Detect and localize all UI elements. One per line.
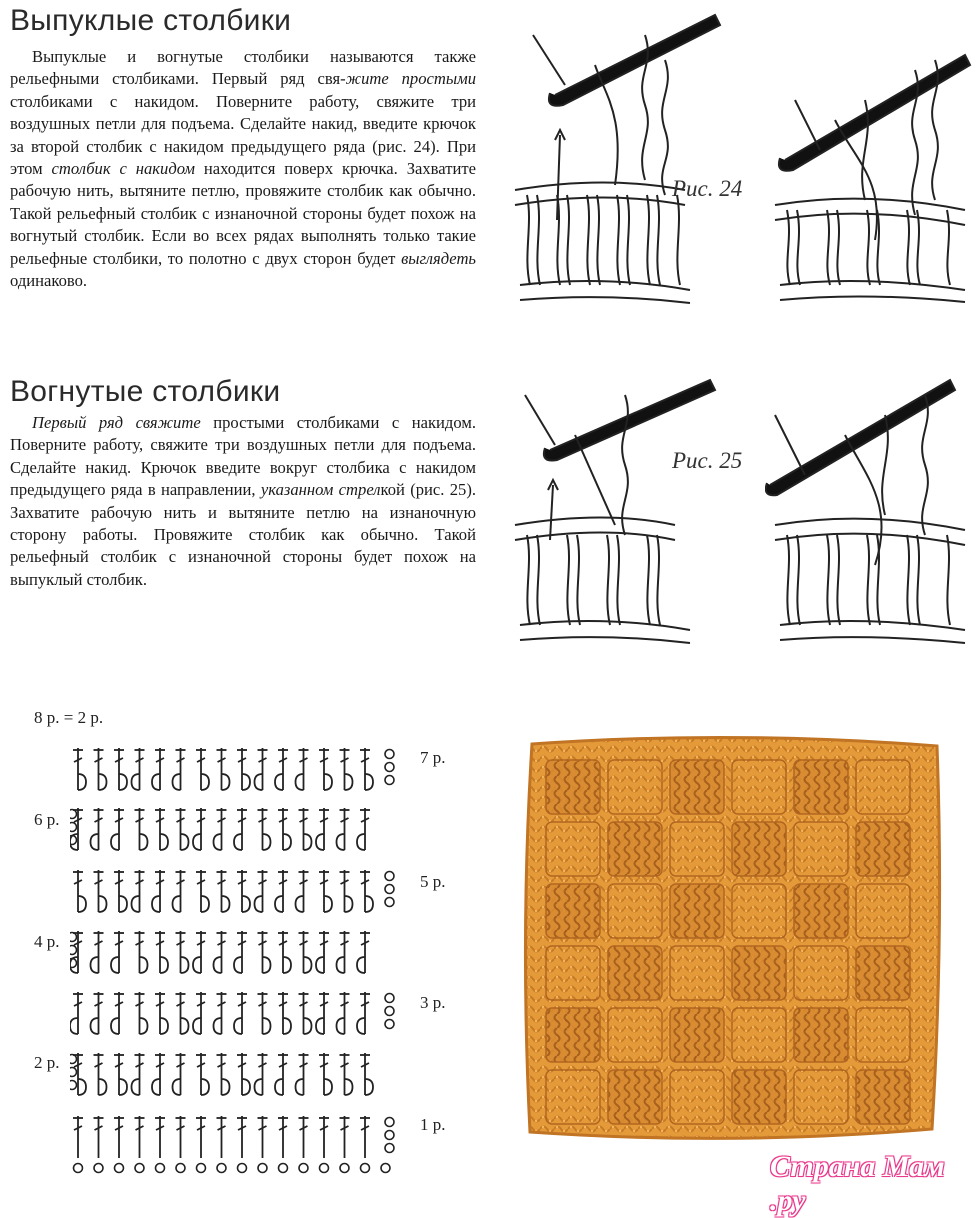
stitch-symbol (73, 870, 86, 912)
swatch-weave-block (794, 1008, 848, 1062)
chain-stitch-symbol (385, 1144, 394, 1153)
stitch-symbol (316, 931, 329, 973)
swatch-weave-block (794, 1070, 848, 1124)
stitch-symbol (176, 992, 189, 1034)
stitch-symbol (255, 870, 268, 912)
stitch-symbol (278, 992, 291, 1034)
stitch-symbol (316, 992, 329, 1034)
stitch-symbol (152, 748, 165, 790)
illustration-fig24-right (765, 40, 975, 305)
section-title-concave: Вогнутые столбики (10, 375, 281, 408)
stitch-symbol (258, 1116, 268, 1158)
watermark-logo: Страна Мам .ру (770, 1150, 945, 1217)
foundation-chain-symbol (238, 1164, 247, 1173)
stitch-symbol (319, 1053, 332, 1095)
paragraph-text: одинаково. (10, 271, 88, 291)
stitch-symbol (340, 1116, 350, 1158)
stitch-symbol (258, 808, 271, 850)
swatch-weave-block (670, 822, 724, 876)
stitch-symbol (340, 1053, 353, 1095)
stitch-symbol (152, 1053, 165, 1095)
illustration-fig25-left (505, 375, 730, 645)
stitch-symbol (234, 931, 247, 973)
chain-stitch-symbol (385, 872, 394, 881)
stitch-symbol (176, 931, 189, 973)
stitch-symbol (234, 992, 247, 1034)
swatch-weave-block (856, 822, 910, 876)
stitch-symbol (111, 808, 124, 850)
foundation-chain-symbol (156, 1164, 165, 1173)
foundation-chain-symbol (279, 1164, 288, 1173)
foundation-chain-symbol (197, 1164, 206, 1173)
knitted-swatch-photo (512, 734, 952, 1144)
figure-label-24: Рис. 24 (672, 176, 743, 201)
figure-label-25: Рис. 25 (672, 448, 743, 473)
stitch-symbol (255, 748, 268, 790)
chain-stitch-symbol (385, 898, 394, 907)
stitch-symbol (173, 870, 186, 912)
paragraph-italic: жите простыми (345, 69, 477, 89)
stitch-symbol (176, 1116, 186, 1158)
swatch-weave-block (670, 884, 724, 938)
chain-stitch-symbol (70, 823, 77, 832)
illustration-fig25-right (765, 375, 975, 645)
row-label-5: 5 р. (420, 872, 446, 891)
swatch-weave-block (856, 946, 910, 1000)
swatch-weave-block (608, 1070, 662, 1124)
stitch-symbol (296, 1053, 309, 1095)
stitch-symbol (155, 1116, 165, 1158)
stitch-symbol (360, 748, 373, 790)
stitch-symbol (360, 870, 373, 912)
swatch-weave-block (856, 884, 910, 938)
stitch-symbol (173, 748, 186, 790)
foundation-chain-symbol (94, 1164, 103, 1173)
swatch-weave-block (732, 1070, 786, 1124)
stitch-symbol (73, 1116, 83, 1158)
stitch-symbol (94, 1053, 107, 1095)
foundation-chain-symbol (340, 1164, 349, 1173)
swatch-weave-block (732, 946, 786, 1000)
swatch-weave-block (732, 822, 786, 876)
swatch-weave-block (794, 946, 848, 1000)
paragraph-italic: столбик с накидом (51, 159, 195, 179)
row-label-6: 6 р. (34, 810, 60, 829)
swatch-weave-block (608, 760, 662, 814)
swatch-weave-block (546, 1008, 600, 1062)
stitch-symbol (132, 870, 145, 912)
stitch-symbol (357, 808, 370, 850)
chain-stitch-symbol (385, 776, 394, 785)
stitch-symbol (234, 808, 247, 850)
swatch-weave-block (546, 760, 600, 814)
chain-stitch-symbol (385, 1131, 394, 1140)
stitch-symbol (299, 992, 312, 1034)
swatch-weave-block (732, 760, 786, 814)
stitch-symbol (155, 808, 168, 850)
chain-stitch-symbol (385, 1007, 394, 1016)
stitch-symbol (91, 808, 104, 850)
swatch-weave-block (794, 822, 848, 876)
stitch-symbol (196, 748, 209, 790)
swatch-weave-block (794, 884, 848, 938)
swatch-weave-block (732, 1008, 786, 1062)
stitch-symbol (278, 931, 291, 973)
stitch-symbol (135, 931, 148, 973)
swatch-weave-block (670, 1070, 724, 1124)
stitch-symbol (360, 1053, 373, 1095)
stitch-symbol (319, 748, 332, 790)
stitch-symbol (111, 931, 124, 973)
stitch-symbol (135, 808, 148, 850)
chain-stitch-symbol (70, 1068, 77, 1077)
paragraph-text: простыми столбиками с накидом. Поверните работу, свяжите три воздушных петли для подъема. Сделайте накид. Крючок введите вокруг столбика с накидом предыдущего ряда в направлении, (10, 413, 477, 500)
stitch-symbol (357, 931, 370, 973)
section-paragraph-concave (10, 412, 476, 591)
row-label-1: 1 р. (420, 1115, 446, 1134)
chain-stitch-symbol (70, 946, 77, 955)
stitch-symbol (316, 808, 329, 850)
paragraph-italic: указанном стрел (260, 480, 381, 500)
paragraph-text: столбиками с накидом. Поверните работу, свяжите три воздушных петли для подъема. Сделайте накид, введите крючок за второй столбик с накидом предыдущего ряда (рис. 24). При этом (10, 91, 476, 179)
paragraph-text: кой (рис. 25). Захватите рабочую нить и вытяните петлю на изнаночную сторону работы. Провяжите столбик как обычно. Такой рельефный столбик с изнаночной стороны будет похож на выпуклый столбик. (10, 480, 476, 589)
stitch-symbol (196, 1116, 206, 1158)
row-label-3: 3 р. (420, 993, 446, 1012)
stitch-symbol (319, 1116, 329, 1158)
stitch-symbol (275, 1053, 288, 1095)
stitch-symbol (319, 870, 332, 912)
foundation-chain-symbol (217, 1164, 226, 1173)
fabric-columns (527, 195, 680, 285)
stitch-symbol (299, 1116, 309, 1158)
row-label-2: 2 р. (34, 1053, 60, 1072)
foundation-chain-symbol (381, 1164, 390, 1173)
stitch-symbol (114, 748, 127, 790)
foundation-chain-symbol (361, 1164, 370, 1173)
stitch-symbol (296, 870, 309, 912)
section-title-convex: Выпуклые столбики (10, 4, 292, 37)
stitch-symbol (114, 870, 127, 912)
stitch-symbol (91, 931, 104, 973)
swatch-weave-block (608, 884, 662, 938)
stitch-symbol (299, 808, 312, 850)
stitch-symbol (340, 870, 353, 912)
stitch-symbol (275, 870, 288, 912)
stitch-symbol (135, 1116, 145, 1158)
stitch-symbol (193, 931, 206, 973)
foundation-chain-symbol (176, 1164, 185, 1173)
stitch-symbol (176, 808, 189, 850)
stitch-symbol (337, 808, 350, 850)
stitch-symbol (255, 1053, 268, 1095)
stitch-symbol (94, 1116, 104, 1158)
stitch-symbol (152, 870, 165, 912)
swatch-weave-block (732, 884, 786, 938)
stitch-symbol (275, 748, 288, 790)
stitch-symbol (193, 992, 206, 1034)
stitch-symbol (217, 1116, 227, 1158)
stitch-symbol (155, 931, 168, 973)
stitch-symbol (114, 1116, 124, 1158)
swatch-weave-block (856, 1070, 910, 1124)
swatch-weave-block (546, 946, 600, 1000)
stitch-symbol (357, 992, 370, 1034)
foundation-chain-symbol (74, 1164, 83, 1173)
stitch-symbol (217, 870, 230, 912)
stitch-symbol (337, 931, 350, 973)
stitch-symbol (340, 748, 353, 790)
paragraph-text: находится поверх крючка. Захватите рабочую нить, вытяните петлю, провяжите столбик как обычно. Такой рельефный столбик с изнаночной стороны будет похож на вогнутый столбик. Если во всех рядах выполнять только такие рельефные столбики, то полотно с двух сторон будет (10, 159, 476, 268)
stitch-symbol (258, 992, 271, 1034)
stitch-symbol (70, 992, 83, 1034)
crochet-chart (70, 728, 420, 1178)
stitch-symbol (337, 992, 350, 1034)
paragraph-italic: Первый ряд свяжите (32, 413, 201, 432)
stitch-symbol (155, 992, 168, 1034)
chain-stitch-symbol (385, 750, 394, 759)
stitch-symbol (214, 931, 227, 973)
stitch-symbol (173, 1053, 186, 1095)
swatch-weave-block (670, 1008, 724, 1062)
stitch-symbol (135, 992, 148, 1034)
swatch-weave-block (608, 946, 662, 1000)
chart-top-note: 8 р. = 2 р. (34, 708, 104, 727)
swatch-weave-block (546, 1070, 600, 1124)
stitch-symbol (214, 992, 227, 1034)
stitch-symbol (360, 1116, 370, 1158)
stitch-symbol (237, 870, 250, 912)
swatch-weave-block (856, 1008, 910, 1062)
paragraph-text: Выпуклые и вогнутые столбики называются также рельефными столбиками. Первый ряд свя- (10, 47, 476, 89)
swatch-weave-block (608, 822, 662, 876)
swatch-weave-block (546, 822, 600, 876)
chain-stitch-symbol (70, 1081, 77, 1090)
stitch-symbol (94, 748, 107, 790)
foundation-chain-symbol (258, 1164, 267, 1173)
stitch-symbol (258, 931, 271, 973)
stitch-symbol (91, 992, 104, 1034)
paragraph-italic: выглядеть (401, 248, 476, 268)
stitch-symbol (196, 1053, 209, 1095)
swatch-weave-block (670, 946, 724, 1000)
stitch-symbol (214, 808, 227, 850)
stitch-symbol (94, 870, 107, 912)
stitch-symbol (237, 1116, 247, 1158)
swatch-weave-block (546, 884, 600, 938)
foundation-chain-symbol (135, 1164, 144, 1173)
chain-stitch-symbol (385, 1118, 394, 1127)
row-label-4: 4 р. (34, 932, 60, 951)
stitch-symbol (114, 1053, 127, 1095)
chain-stitch-symbol (385, 994, 394, 1003)
stitch-symbol (299, 931, 312, 973)
stitch-symbol (237, 748, 250, 790)
illustration-fig24-left (505, 5, 730, 305)
swatch-weave-block (670, 760, 724, 814)
swatch-weave-block (794, 760, 848, 814)
stitch-symbol (196, 870, 209, 912)
foundation-chain-symbol (320, 1164, 329, 1173)
swatch-weave-block (856, 760, 910, 814)
stitch-symbol (193, 808, 206, 850)
stitch-symbol (73, 748, 86, 790)
stitch-symbol (217, 748, 230, 790)
stitch-symbol (111, 992, 124, 1034)
swatch-weave-block (608, 1008, 662, 1062)
chain-stitch-symbol (385, 1020, 394, 1029)
stitch-symbol (278, 1116, 288, 1158)
section-paragraph-convex (10, 46, 476, 292)
stitch-symbol (278, 808, 291, 850)
foundation-chain-symbol (115, 1164, 124, 1173)
chain-stitch-symbol (385, 885, 394, 894)
stitch-symbol (132, 748, 145, 790)
stitch-symbol (132, 1053, 145, 1095)
row-label-7: 7 р. (420, 748, 446, 767)
stitch-symbol (237, 1053, 250, 1095)
chain-stitch-symbol (385, 763, 394, 772)
stitch-symbol (296, 748, 309, 790)
foundation-chain-symbol (299, 1164, 308, 1173)
stitch-symbol (217, 1053, 230, 1095)
